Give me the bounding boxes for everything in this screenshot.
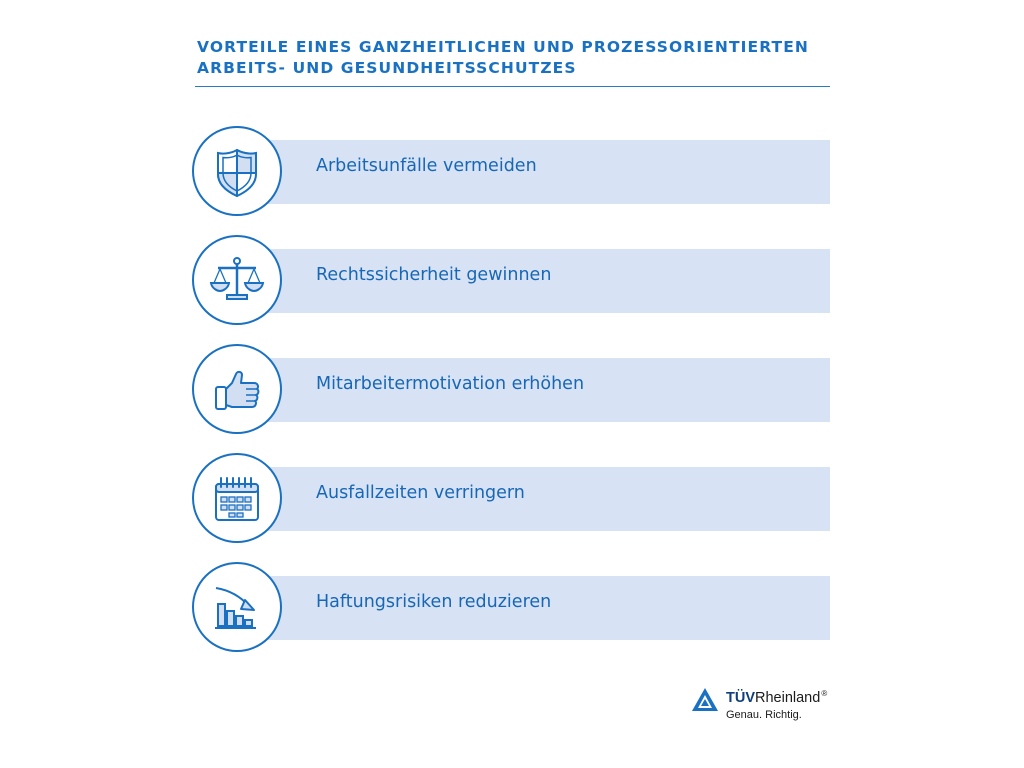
- benefit-label: Arbeitsunfälle vermeiden: [316, 156, 537, 176]
- shield-icon: [206, 140, 268, 202]
- thumbs-up-icon: [206, 358, 268, 420]
- title-line-2: ARBEITS- UND GESUNDHEITSSCHUTZES: [197, 59, 577, 77]
- icon-circle: [192, 235, 282, 325]
- benefit-label: Haftungsrisiken reduzieren: [316, 592, 552, 612]
- tuv-rheinland-logo: [690, 686, 850, 730]
- benefit-item-motivation: [192, 344, 830, 438]
- icon-circle: [192, 126, 282, 216]
- scales-icon: [206, 249, 268, 311]
- icon-circle: [192, 344, 282, 434]
- decreasing-chart-icon: [206, 576, 268, 638]
- logo-brand: [726, 689, 827, 706]
- benefit-label: Rechtssicherheit gewinnen: [316, 265, 552, 285]
- page-title: [197, 37, 837, 79]
- calendar-icon: [206, 467, 268, 529]
- benefit-item-downtime: [192, 453, 830, 547]
- benefit-label: Mitarbeitermotivation erhöhen: [316, 374, 585, 394]
- logo-brand-rest: Rheinland: [755, 690, 821, 706]
- benefit-label: Ausfallzeiten verringern: [316, 483, 525, 503]
- benefit-item-legal-certainty: [192, 235, 830, 329]
- logo-brand-bold: TÜV: [726, 690, 755, 706]
- title-line-1: VORTEILE EINES GANZHEITLICHEN UND PROZESSORIENTIERTEN: [197, 38, 809, 56]
- icon-circle: [192, 562, 282, 652]
- benefit-item-liability: [192, 562, 830, 656]
- tuv-triangle-icon: [690, 686, 720, 713]
- logo-slogan: Genau. Richtig.: [726, 709, 802, 721]
- logo-registered: ®: [821, 689, 828, 698]
- benefit-item-accident-prevention: [192, 126, 830, 220]
- title-divider: [195, 86, 830, 87]
- icon-circle: [192, 453, 282, 543]
